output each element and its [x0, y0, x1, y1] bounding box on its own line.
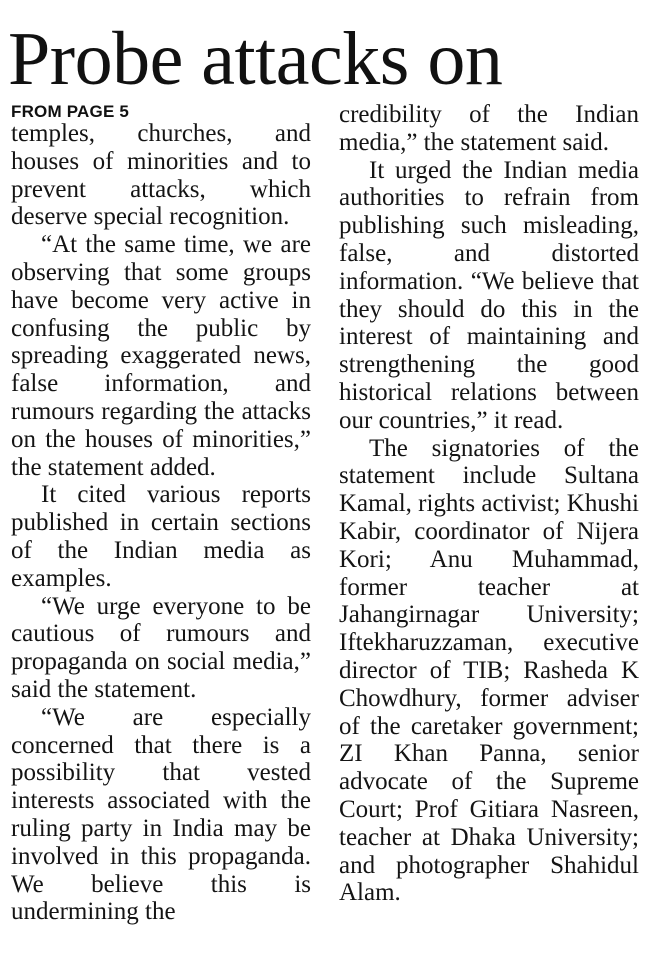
paragraph: The signatories of the statement include Sultana Kamal, rights activist; Khushi Kabir, coordinator of Nijera Kori; Anu Muhammad, former teacher at Jahangirnagar University; Iftekharuzzaman, executive director of TIB; Rasheda K Chowdhury, former adviser of the caretaker government; ZI Khan Panna, senior advocate of the Supreme Court; Prof Gitiara Nasreen, teacher at Dhaka University; and photographer Shahidul Alam. — [339, 434, 639, 907]
paragraph: It urged the Indian media authorities to refrain from publishing such misleading, false, and distorted information. “We believe that they should do this in the interest of maintaining and strengthening the good historical relations between our countries,” it read. — [339, 156, 639, 434]
paragraph-continued: credibility of the Indian media,” the statement said. — [339, 101, 639, 156]
paragraph: “We urge everyone to be cautious of rumours and propaganda on social media,” said the statement. — [11, 592, 311, 703]
headline: Probe attacks on — [8, 17, 503, 101]
paragraph: “At the same time, we are observing that some groups have become very active in confusing the public by spreading exaggerated news, false information, and rumours regarding the attacks on the houses of minorities,” the statement added. — [11, 231, 311, 481]
paragraph: It cited various reports published in certain sections of the Indian media as examples. — [11, 481, 311, 592]
article-column-left — [11, 101, 311, 926]
jump-line: FROM PAGE 5 — [11, 102, 130, 121]
paragraph: “We are especially concerned that there is a possibility that vested interests associated with the ruling party in India may be involved in this propaganda. We believe this is undermining the — [11, 703, 311, 926]
article-column-right — [339, 101, 639, 907]
paragraph-continued: temples, churches, and houses of minorities and to prevent attacks, which deserve special recognition. — [11, 120, 311, 231]
